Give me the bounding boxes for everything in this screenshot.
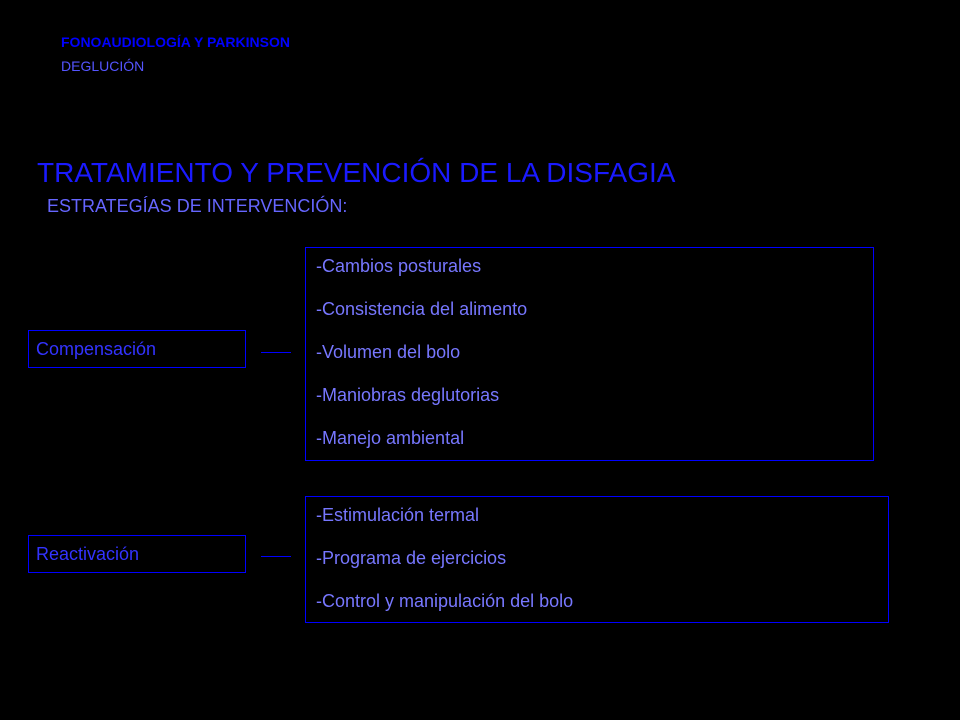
- reactivacion-items-box: [305, 496, 889, 623]
- reactivacion-connector-line: [261, 556, 291, 557]
- page-subtitle: ESTRATEGÍAS DE INTERVENCIÓN:: [47, 196, 348, 216]
- list-item: -Estimulación termal: [316, 505, 480, 525]
- header-title: FONOAUDIOLOGÍA Y PARKINSON: [61, 34, 290, 50]
- compensacion-items-box: [305, 247, 874, 461]
- reactivacion-label-box: Reactivación: [28, 535, 246, 573]
- list-item: -Consistencia del alimento: [316, 299, 528, 319]
- list-item: -Cambios posturales: [316, 256, 482, 276]
- reactivacion-items-list: [316, 505, 888, 612]
- list-item: -Programa de ejercicios: [316, 548, 507, 568]
- compensacion-items-list: [316, 256, 873, 449]
- header-subtitle: DEGLUCIÓN: [61, 58, 145, 74]
- compensacion-label-box: Compensación: [28, 330, 246, 368]
- list-item: -Maniobras deglutorias: [316, 385, 500, 405]
- list-item: -Volumen del bolo: [316, 342, 461, 362]
- list-item: -Manejo ambiental: [316, 428, 465, 448]
- list-item: -Control y manipulación del bolo: [316, 591, 574, 611]
- page-title: TRATAMIENTO Y PREVENCIÓN DE LA DISFAGIA: [37, 157, 676, 188]
- compensacion-connector-line: [261, 352, 291, 353]
